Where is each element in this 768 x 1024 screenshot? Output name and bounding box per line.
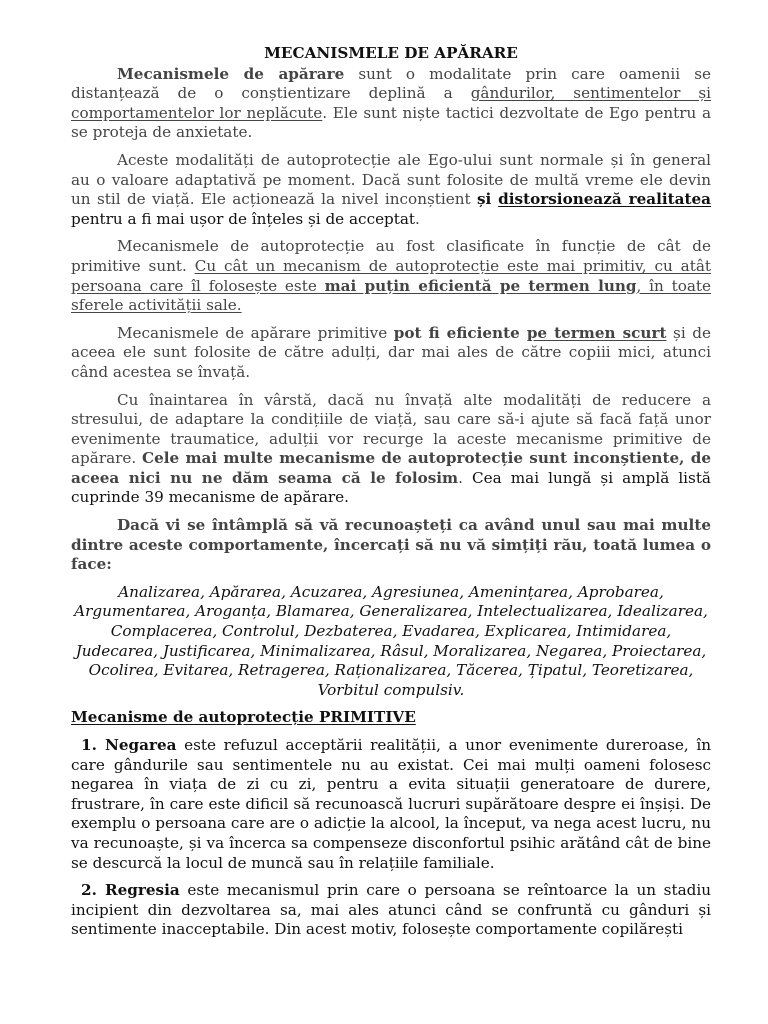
term-defense-mechanisms: Mecanismele de apărare (117, 64, 345, 83)
list-item-denial: 1. Negarea este refuzul acceptării realității, a unor evenimente dureroase, în care gândurile sau sentimentele nu au existat. Cei mai mulți oameni folosesc negarea în viața de zi cu zi, pentru a evita situații generatoare de durere, frustrare, în care este dificil să recunoască lucruri supărătoare despre ei înșiși. De exemplu o persoana care are o adicție la alcool, la început, va nega acest lucru, nu va recunoaște, și va încerca sa compenseze disconfortul psihic arătând cât de bine se descurcă la locul de muncă sau în relațiile familiale. (71, 736, 712, 872)
underlined-short-term: pe termen scurt (526, 323, 667, 342)
underlined-sentence: Cu cât un mecanism de autoprotecție este mai primitiv, cu atât persoana care îl folosește este mai puțin eficientă pe termen lung, în toate sferele activității sale. (71, 256, 712, 315)
underlined-bold-phrase: distorsionează realitatea (498, 190, 711, 209)
paragraph-primitive-mechanisms: Mecanismele de apărare primitive pot fi eficiente pe termen scurt și de aceea ele sunt folosite de către adulți, dar mai ales de către copiii mici, atunci când acestea se învață. (71, 323, 711, 381)
underlined-phrase: gândurilor, sentimentelor și comportamentelor lor neplăcute (71, 84, 712, 122)
item-label: 2. Regresia (81, 881, 180, 900)
section-heading-primitive: Mecanisme de autoprotecție PRIMITIVE (71, 708, 416, 727)
document-title: MECANISMELE DE APĂRARE (264, 44, 518, 62)
mechanism-list: Analizarea, Apărarea, Acuzarea, Agresiunea, Amenințarea, Aprobarea, Argumentarea, Aroganța, Blamarea, Generalizarea, Intelectualizarea, Idealizarea, Complacerea, Controlul, Dezbaterea, Evadarea, Explicarea, Intimidarea, Judecarea, Justificarea, Minimalizarea, Râsul, Moralizarea, Negarea, Proiectarea, Ocolirea, Evitarea, Retragerea, Raționalizarea, Tăcerea, Țipatul, Teoretizarea, Vorbitul compulsiv. (74, 582, 708, 699)
paragraph-adults: Cu înaintarea în vârstă, dacă nu învață alte modalități de reducere a stresului, de adaptare la condițiile de viață, sau care să-i ajute să facă față unor evenimente traumatice, adulții vor recurge la aceste mecanisme primitive de apărare. Cele mai multe mecanisme de autoprotecție sunt inconștiente, de aceea nici nu ne dăm seama că le folosim. Cea mai lungă și amplă listă cuprinde 39 mecanisme de apărare. (71, 390, 711, 507)
item-label: 1. Negarea (81, 736, 177, 754)
list-item-regression: 2. Regresia este mecanismul prin care o persoana se reîntoarce la un stadiu incipient din dezvoltarea sa, mai ales atunci când se confruntă cu gânduri și sentimente inacceptabile. Din acest motiv, folosește comportamente copilărești (71, 881, 711, 939)
paragraph-definition: Mecanismele de apărare sunt o modalitate prin care oamenii se distanțează de o conștientizare deplină a gândurilor, sentimentelor și comportamentelor lor neplăcute. Ele sunt niște tactici dezvoltate de Ego pentru a se proteja de anxietate. (71, 64, 712, 142)
paragraph-self-protection: Aceste modalități de autoprotecție ale Ego-ului sunt normale și în general au o valoare adaptativă pe moment. Dacă sunt folosite de multă vreme ele devin un stil de viață. Ele acționează la nivel inconștient și distorsionează realitatea pentru a fi mai ușor de înțeles și de acceptat. (71, 150, 711, 228)
document-body (71, 44, 711, 948)
paragraph-reassurance: Dacă vi se întâmplă să vă recunoașteți ca având unul sau mai multe dintre aceste comportamente, încercați să nu vă simțiți rău, toată lumea o face: (71, 516, 711, 574)
paragraph-classification: Mecanismele de autoprotecție au fost clasificate în funcție de cât de primitive sunt. Cu cât un mecanism de autoprotecție este mai primitiv, cu atât persoana care îl folosește este mai puțin eficientă pe termen lung, în toate sferele activității sale. (71, 237, 712, 315)
